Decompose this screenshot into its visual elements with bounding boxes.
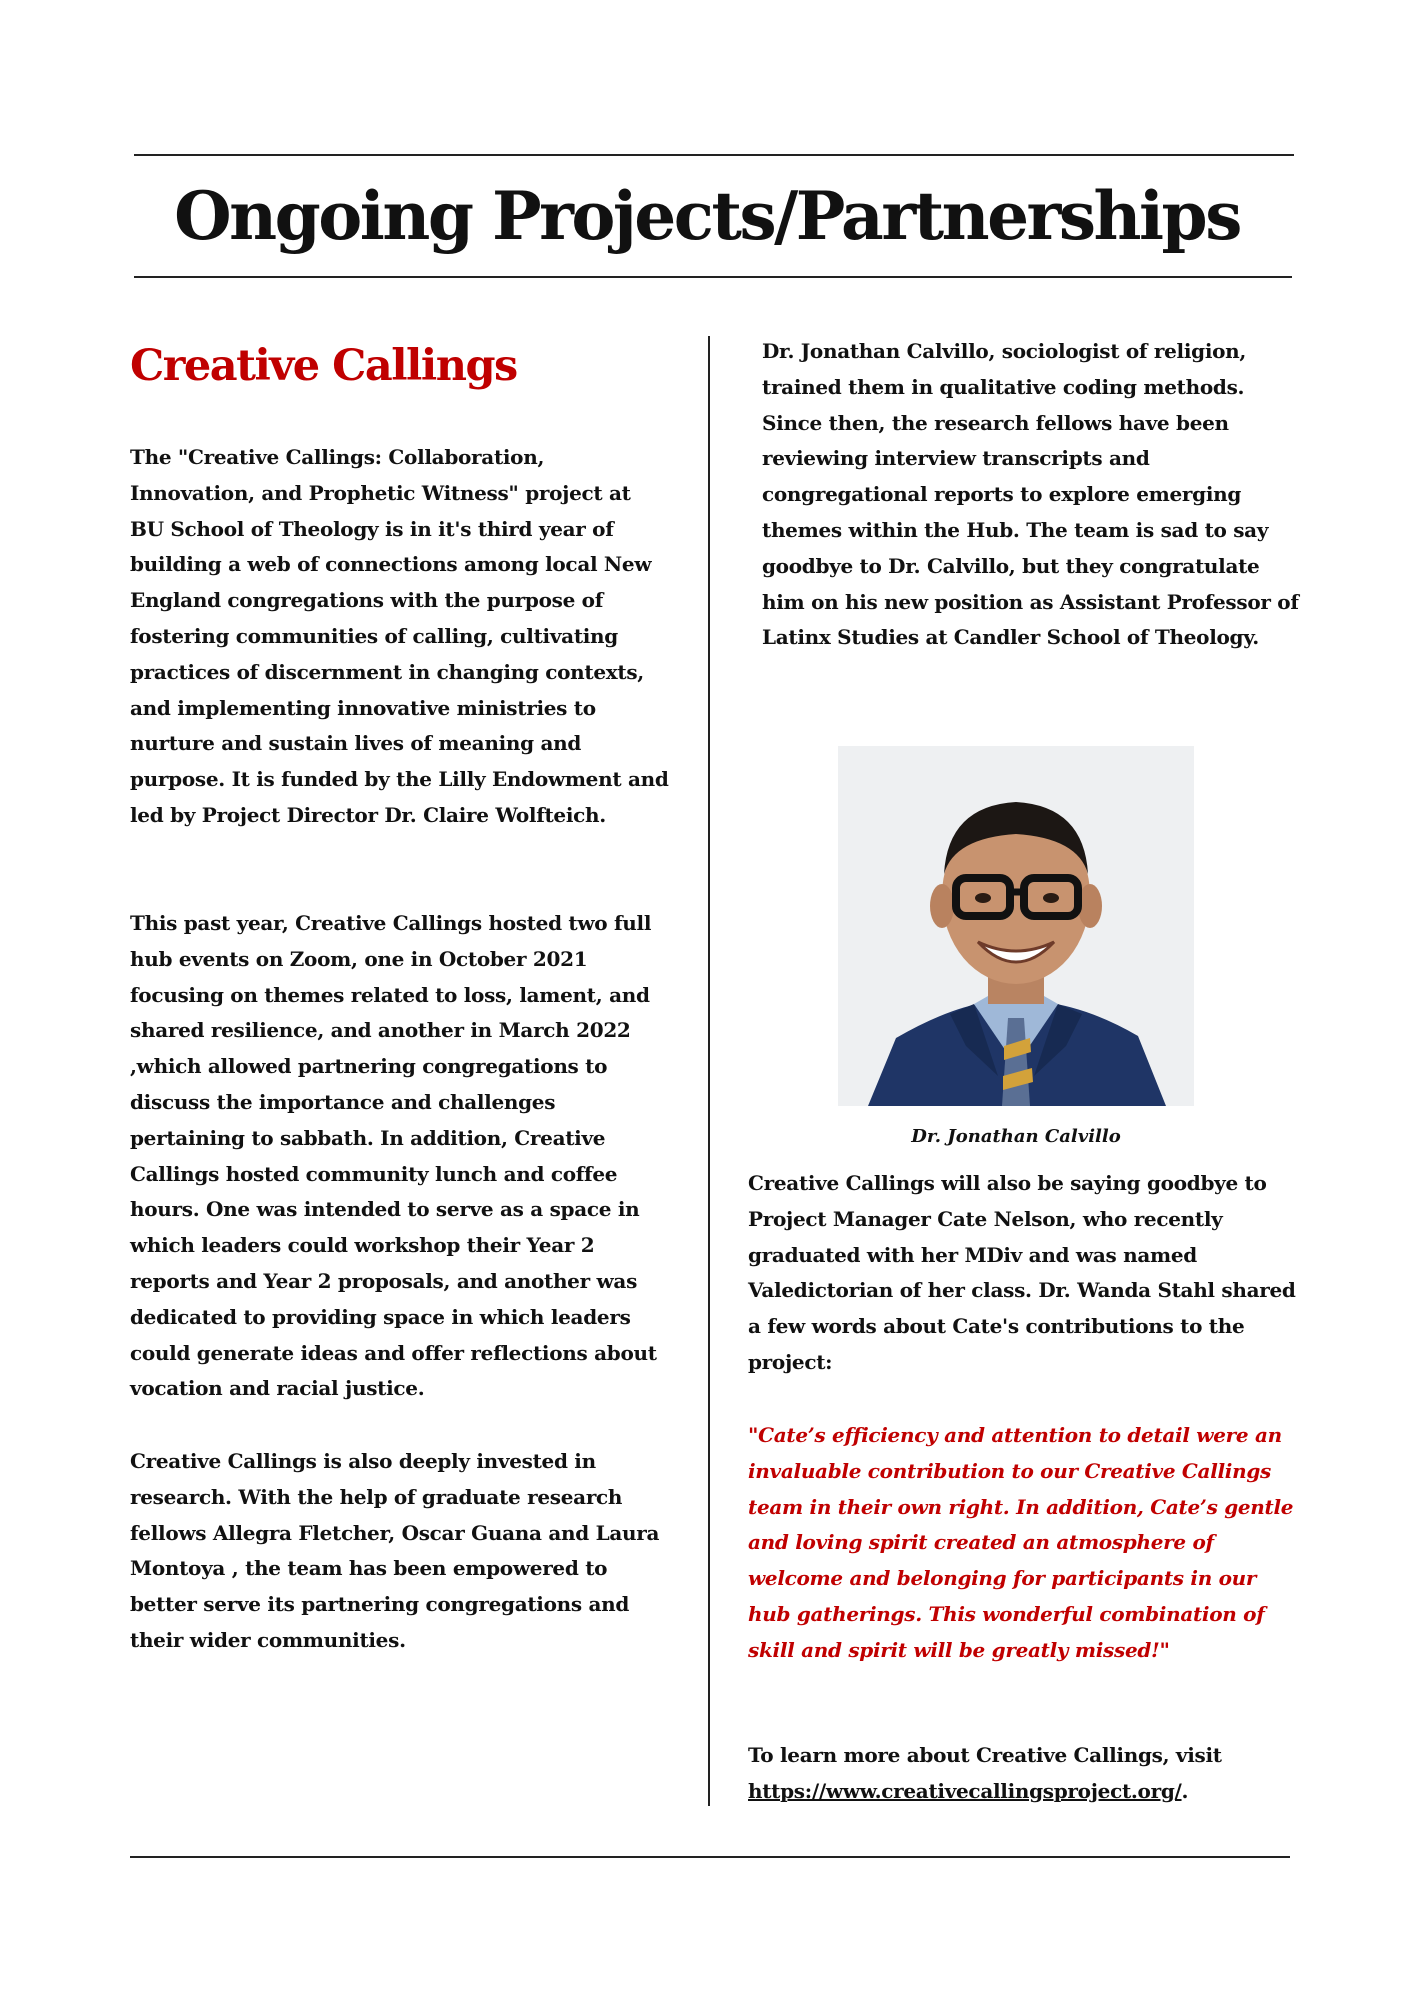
intro-paragraph: The "Creative Callings: Collaboration, Innovation, and Prophetic Witness" project at BU School of Theology is in it's third year of building a web of connections among local New England congregations with the purpose of fostering communities of calling, cultivating practices of discernment in changing contexts, and implementing innovative ministries to nurture and sustain lives of meaning and purpose. It is funded by the Lilly Endowment and led by Project Director Dr. Claire Wolfteich. bbox=[130, 445, 669, 827]
top-divider bbox=[134, 154, 1294, 156]
page-title: Ongoing Projects/Partnerships bbox=[174, 177, 1240, 255]
cate-paragraph: Creative Callings will also be saying goodbye to Project Manager Cate Nelson, who recently graduated with her MDiv and was named Valedictorian of her class. Dr. Wanda Stahl shared a few words about Cate's contributions to the project: bbox=[748, 1171, 1296, 1374]
bottom-divider bbox=[130, 1856, 1290, 1858]
learn-more-prefix: To learn more about Creative Callings, visit bbox=[748, 1743, 1222, 1767]
stahl-quote: "Cate’s efficiency and attention to detail were an invaluable contribution to our Creative Callings team in their own right. In addition, Cate’s gentle and loving spirit created an atmosphere of welcome and belonging for participants in our hub gatherings. This wonderful combination of skill and spirit will be greatly missed!" bbox=[748, 1423, 1294, 1662]
events-paragraph: This past year, Creative Callings hosted two full hub events on Zoom, one in October 2021 focusing on themes related to loss, lament, and shared resilience, and another in March 2022 ,which allowed partnering congregations to discuss the importance and challenges pertaining to sabbath. In addition, Creative Callings hosted community lunch and coffee hours. One was intended to serve as a space in which leaders could workshop their Year 2 reports and Year 2 proposals, and another was dedicated to providing space in which leaders could generate ideas and offer reflections about vocation and racial justice. bbox=[130, 911, 657, 1401]
title-divider bbox=[134, 276, 1292, 278]
learn-more-suffix: . bbox=[1181, 1778, 1189, 1803]
section-heading: Creative Callings bbox=[130, 341, 517, 391]
calvillo-paragraph: Dr. Jonathan Calvillo, sociologist of religion, trained them in qualitative coding methods. Since then, the research fellows have been reviewing interview transcripts and congregational reports to explore emerging themes within the Hub. The team is sad to say goodbye to Dr. Calvillo, but they congratulate him on his new position as Assistant Professor of Latinx Studies at Candler School of Theology. bbox=[762, 339, 1299, 650]
column-divider bbox=[708, 336, 710, 1806]
project-website-link[interactable]: https://www.creativecallingsproject.org/ bbox=[748, 1778, 1182, 1803]
portrait-illustration bbox=[838, 746, 1194, 1106]
research-paragraph: Creative Callings is also deeply invested in research. With the help of graduate research fellows Allegra Fletcher, Oscar Guana and Laura Montoya , the team has been empowered to better serve its partnering congregations and their wider communities. bbox=[130, 1449, 660, 1652]
learn-more-paragraph bbox=[748, 1738, 1304, 1810]
portrait-photo bbox=[838, 746, 1194, 1106]
photo-caption: Dr. Jonathan Calvillo bbox=[911, 1126, 1121, 1147]
